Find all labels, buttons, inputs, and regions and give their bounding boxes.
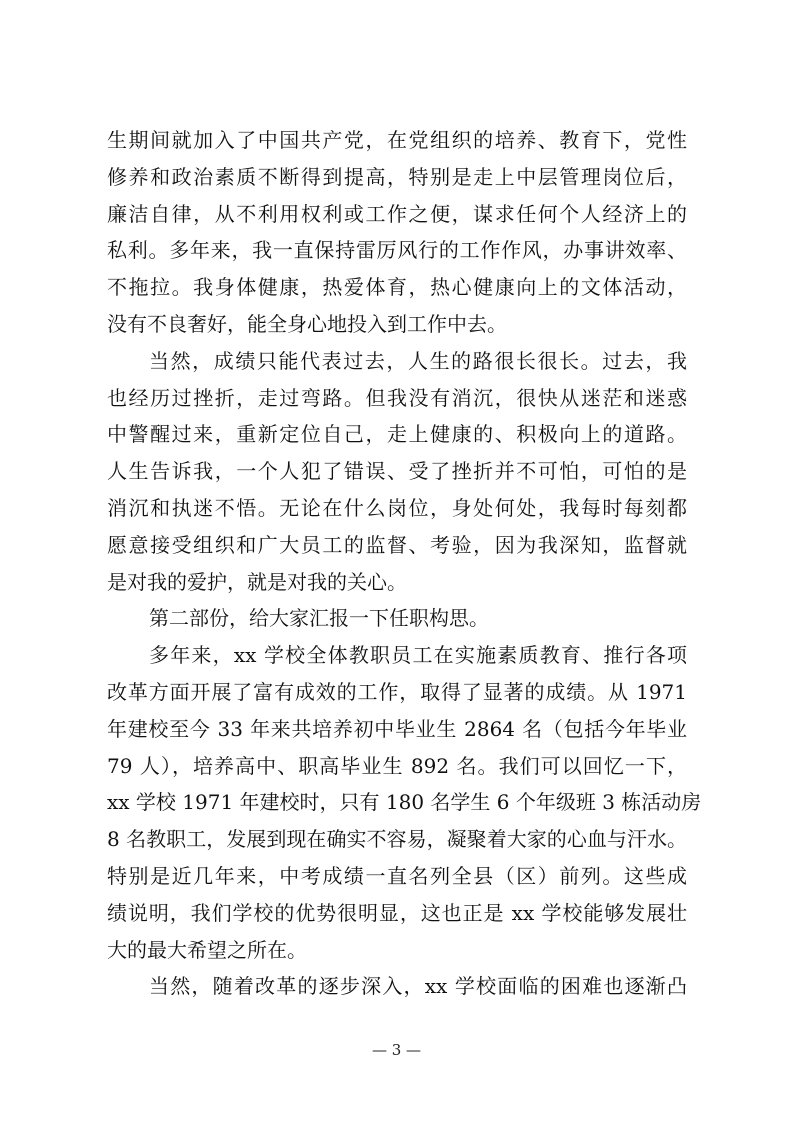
text-line: 绩说明，我们学校的优势很明显，这也正是 xx 学校能够发展壮 [107, 900, 687, 925]
text-line: 修养和政治素质不断得到提高，特别是走上中层管理岗位后， [107, 164, 687, 189]
text-line: 生期间就加入了中国共产党，在党组织的培养、教育下，党性 [107, 128, 687, 152]
text-line: 特别是近几年来，中考成绩一直名列全县（区）前列。这些成 [107, 863, 687, 888]
body-text [107, 122, 702, 1005]
paragraph-start-line: 当然，随着改革的逐步深入，xx 学校面临的困难也逐渐凸 [149, 974, 687, 999]
text-line: 消沉和执迷不悟。无论在什么岗位，身处何处，我每时每刻都 [107, 495, 687, 520]
text-line: 没有不良奢好，能全身心地投入到工作中去。 [107, 311, 507, 336]
paragraph-start-line: 多年来，xx 学校全体教职员工在实施素质教育、推行各项 [149, 643, 687, 668]
text-line: 79 人），培养高中、职高毕业生 892 名。我们可以回忆一下， [107, 753, 687, 778]
text-line: 改革方面开展了富有成效的工作，取得了显著的成绩。从 1971 [107, 679, 687, 704]
text-line: 也经历过挫折，走过弯路。但我没有消沉，很快从迷茫和迷惑 [107, 385, 687, 410]
text-line: 年建校至今 33 年来共培养初中毕业生 2864 名（包括今年毕业 [107, 716, 687, 741]
paragraph-start-line: 当然，成绩只能代表过去，人生的路很长很长。过去，我 [149, 348, 687, 373]
text-line: xx 学校 1971 年建校时，只有 180 名学生 6 个年级班 3 栋活动房 [107, 790, 702, 815]
text-line: 不拖拉。我身体健康，热爱体育，热心健康向上的文体活动， [107, 275, 687, 300]
text-line: 人生告诉我，一个人犯了错误、受了挫折并不可怕，可怕的是 [107, 459, 687, 484]
section-heading-line: 第二部份，给大家汇报一下任职构思。 [149, 606, 489, 631]
text-line: 愿意接受组织和广大员工的监督、考验，因为我深知，监督就 [107, 532, 687, 557]
text-line: 廉洁自律，从不利用权利或工作之便，谋求任何个人经济上的 [107, 201, 687, 226]
text-line: 8 名教职工，发展到现在确实不容易，凝聚着大家的心血与汗水。 [107, 827, 687, 852]
text-line: 中警醒过来，重新定位自己，走上健康的、积极向上的道路。 [107, 422, 687, 447]
text-line: 是对我的爱护，就是对我的关心。 [107, 569, 407, 594]
text-line: 大的最大希望之所在。 [107, 937, 307, 962]
page-number: — 3 — [371, 1041, 422, 1059]
text-line: 私利。多年来，我一直保持雷厉风行的工作作风，办事讲效率、 [107, 238, 687, 263]
